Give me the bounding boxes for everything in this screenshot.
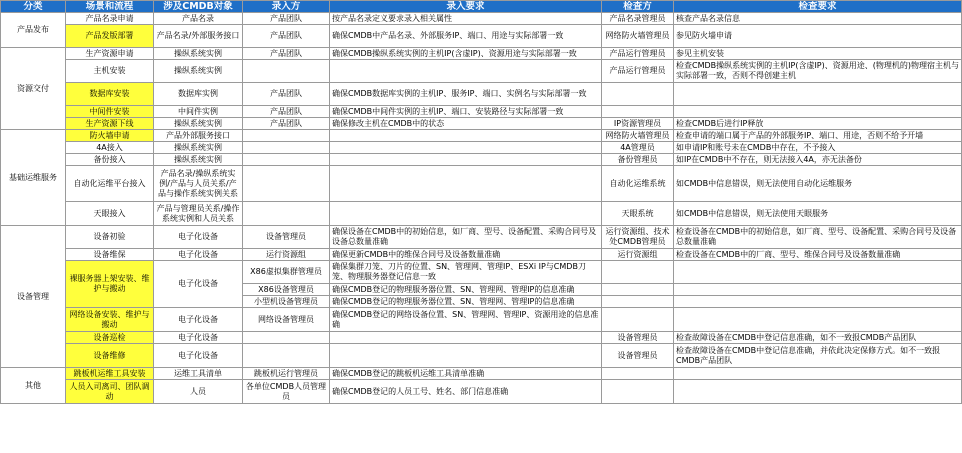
table-row bbox=[1, 106, 962, 118]
object-cell: 操纵系统实例 bbox=[154, 48, 243, 60]
entry-cell: 产品团队 bbox=[243, 48, 330, 60]
scene-cell: 备份接入 bbox=[66, 154, 154, 166]
check-cell: 参见主机安装 bbox=[674, 48, 962, 60]
requirement-cell: 确保CMDB登记的人员工号、姓名、部门信息准确 bbox=[330, 380, 602, 404]
requirement-cell: 按产品名录定义要求录入相关属性 bbox=[330, 13, 602, 25]
scene-cell: 产品名录申请 bbox=[66, 13, 154, 25]
scene-cell: 自动化运维平台接入 bbox=[66, 166, 154, 202]
scene-cell: 生产资源申请 bbox=[66, 48, 154, 60]
entry-cell: X86设备管理员 bbox=[243, 284, 330, 296]
check-cell: 检查设备在CMDB中的厂商、型号、维保合同号及设备数量准确 bbox=[674, 249, 962, 261]
check-cell: 参见防火墙申请 bbox=[674, 25, 962, 48]
scene-cell: 设备巡检 bbox=[66, 332, 154, 344]
entry-cell: 产品团队 bbox=[243, 83, 330, 106]
check-cell: 如申请IP和账号未在CMDB中存在，不予接入 bbox=[674, 142, 962, 154]
scene-cell: 天眼接入 bbox=[66, 202, 154, 226]
requirement-cell bbox=[330, 166, 602, 202]
table-row bbox=[1, 368, 962, 380]
table-row bbox=[1, 249, 962, 261]
entry-cell bbox=[243, 154, 330, 166]
scene-cell: 数据库安装 bbox=[66, 83, 154, 106]
requirement-cell bbox=[330, 332, 602, 344]
scene-cell: 主机安装 bbox=[66, 60, 154, 83]
checker-cell bbox=[602, 83, 674, 106]
check-cell bbox=[674, 83, 962, 106]
category-cell: 资源交付 bbox=[1, 48, 66, 130]
object-cell: 操纵系统实例 bbox=[154, 154, 243, 166]
header-category: 分类 bbox=[1, 1, 66, 13]
requirement-cell bbox=[330, 202, 602, 226]
table-row bbox=[1, 13, 962, 25]
check-cell: 检查CMDB后进行IP释放 bbox=[674, 118, 962, 130]
requirement-cell: 确保CMDB登记的网络设备位置、SN、管理网、管理IP、资源用途的信息准确 bbox=[330, 308, 602, 332]
entry-cell bbox=[243, 130, 330, 142]
check-cell bbox=[674, 106, 962, 118]
checker-cell: 产品运行管理员 bbox=[602, 60, 674, 83]
check-cell: 检查设备在CMDB中的初始信息，如厂商、型号、设备配置、采购合同号及设备总数量准确 bbox=[674, 226, 962, 249]
entry-cell: 设备管理员 bbox=[243, 226, 330, 249]
header-check-requirement: 检查要求 bbox=[674, 1, 962, 13]
entry-cell bbox=[243, 344, 330, 368]
requirement-cell: 确保CMDB登记的跳板机运维工具清单准确 bbox=[330, 368, 602, 380]
checker-cell bbox=[602, 284, 674, 296]
entry-cell: 网络设备管理员 bbox=[243, 308, 330, 332]
entry-cell bbox=[243, 202, 330, 226]
object-cell: 电子化设备 bbox=[154, 344, 243, 368]
requirement-cell bbox=[330, 142, 602, 154]
checker-cell bbox=[602, 380, 674, 404]
category-cell: 设备管理 bbox=[1, 226, 66, 368]
requirement-cell bbox=[330, 154, 602, 166]
entry-cell: 各单位CMDB人员管理员 bbox=[243, 380, 330, 404]
checker-cell: 设备管理员 bbox=[602, 332, 674, 344]
scene-cell: 设备维保 bbox=[66, 249, 154, 261]
checker-cell: 4A管理员 bbox=[602, 142, 674, 154]
requirement-cell: 确保修改主机在CMDB中的状态 bbox=[330, 118, 602, 130]
scene-cell: 生产资源下线 bbox=[66, 118, 154, 130]
scene-cell: 设备维修 bbox=[66, 344, 154, 368]
scene-cell: 跳板机运维工具安装 bbox=[66, 368, 154, 380]
checker-cell: IP资源管理员 bbox=[602, 118, 674, 130]
requirement-cell: 确保集群刀笼、刀片的位置、SN、管理网、管理IP、ESXi IP与CMDB刀笼、物理服务器登记信息一致 bbox=[330, 261, 602, 284]
object-cell: 产品与管理员关系/操作系统实例和人员关系 bbox=[154, 202, 243, 226]
table-row bbox=[1, 83, 962, 106]
check-cell bbox=[674, 296, 962, 308]
entry-cell bbox=[243, 60, 330, 83]
check-cell: 如IP在CMDB中不存在，则无法接入4A，亦无法备份 bbox=[674, 154, 962, 166]
scene-cell: 中间件安装 bbox=[66, 106, 154, 118]
checker-cell: 备份管理员 bbox=[602, 154, 674, 166]
object-cell: 人员 bbox=[154, 380, 243, 404]
checker-cell: 产品运行管理员 bbox=[602, 48, 674, 60]
scene-cell: 产品发版部署 bbox=[66, 25, 154, 48]
requirement-cell bbox=[330, 60, 602, 83]
checker-cell bbox=[602, 308, 674, 332]
checker-cell bbox=[602, 296, 674, 308]
checker-cell: 网络防火墙管理员 bbox=[602, 25, 674, 48]
object-cell: 电子化设备 bbox=[154, 249, 243, 261]
check-cell: 如CMDB中信息错误，则无法使用天眼服务 bbox=[674, 202, 962, 226]
entry-cell: 跳板机运行管理员 bbox=[243, 368, 330, 380]
entry-cell: 产品团队 bbox=[243, 25, 330, 48]
object-cell: 产品名录 bbox=[154, 13, 243, 25]
table-row bbox=[1, 202, 962, 226]
object-cell: 电子化设备 bbox=[154, 261, 243, 308]
object-cell: 产品名录/操纵系统实例/产品与人员关系/产品与操作系统实例关系 bbox=[154, 166, 243, 202]
entry-cell bbox=[243, 332, 330, 344]
checker-cell: 网络防火墙管理员 bbox=[602, 130, 674, 142]
scene-cell: 设备初验 bbox=[66, 226, 154, 249]
scene-cell: 防火墙申请 bbox=[66, 130, 154, 142]
category-cell: 基础运维服务 bbox=[1, 130, 66, 226]
requirement-cell bbox=[330, 344, 602, 368]
requirement-cell: 确保CMDB中间件实例的主机IP、端口、安装路径与实际部署一致 bbox=[330, 106, 602, 118]
checker-cell: 运行资源组 bbox=[602, 249, 674, 261]
table-row bbox=[1, 142, 962, 154]
entry-cell: 小型机设备管理员 bbox=[243, 296, 330, 308]
checker-cell: 天眼系统 bbox=[602, 202, 674, 226]
requirement-cell bbox=[330, 130, 602, 142]
check-cell bbox=[674, 368, 962, 380]
requirement-cell: 确保CMDB数据库实例的主机IP、服务IP、端口、实例名与实际部署一致 bbox=[330, 83, 602, 106]
header-checker: 检查方 bbox=[602, 1, 674, 13]
header-entry-party: 录入方 bbox=[243, 1, 330, 13]
object-cell: 中间件实例 bbox=[154, 106, 243, 118]
object-cell: 运维工具清单 bbox=[154, 368, 243, 380]
checker-cell bbox=[602, 106, 674, 118]
check-cell: 检查CMDB操纵系统实例的主机IP(含虚IP)、资源用途、(物理机的)物理宿主机与实际部署一致，否则不得创建主机 bbox=[674, 60, 962, 83]
header-entry-requirement: 录入要求 bbox=[330, 1, 602, 13]
header-scene: 场景和流程 bbox=[66, 1, 154, 13]
check-cell: 核查产品名录信息 bbox=[674, 13, 962, 25]
entry-cell: 产品团队 bbox=[243, 118, 330, 130]
requirement-cell: 确保CMDB登记的物理服务器位置、SN、管理网、管理IP的信息准确 bbox=[330, 284, 602, 296]
scene-cell: 网络设备安装、维护与搬动 bbox=[66, 308, 154, 332]
object-cell: 数据库实例 bbox=[154, 83, 243, 106]
table-row bbox=[1, 154, 962, 166]
check-cell: 如CMDB中信息错误，则无法使用自动化运维服务 bbox=[674, 166, 962, 202]
object-cell: 产品名录/外部服务接口 bbox=[154, 25, 243, 48]
check-cell: 检查故障设备在CMDB中登记信息准确，如不一致报CMDB产品团队 bbox=[674, 332, 962, 344]
checker-cell: 设备管理员 bbox=[602, 344, 674, 368]
header-row bbox=[1, 1, 962, 13]
checker-cell: 运行资源组、技术处CMDB管理员 bbox=[602, 226, 674, 249]
scene-cell: 裸服务器上架安装、维护与搬动 bbox=[66, 261, 154, 308]
requirement-cell: 确保CMDB登记的物理服务器位置、SN、管理网、管理IP的信息准确 bbox=[330, 296, 602, 308]
entry-cell: 产品团队 bbox=[243, 13, 330, 25]
checker-cell bbox=[602, 261, 674, 284]
scene-cell: 4A接入 bbox=[66, 142, 154, 154]
requirement-cell: 确保CMDB中产品名录、外部服务IP、端口、用途与实际部署一致 bbox=[330, 25, 602, 48]
requirement-cell: 确保更新CMDB中的维保合同号及设备数量准确 bbox=[330, 249, 602, 261]
check-cell bbox=[674, 308, 962, 332]
check-cell bbox=[674, 380, 962, 404]
entry-cell bbox=[243, 166, 330, 202]
checker-cell bbox=[602, 368, 674, 380]
checker-cell: 产品名录管理员 bbox=[602, 13, 674, 25]
table-row bbox=[1, 344, 962, 368]
table-row bbox=[1, 130, 962, 142]
category-cell: 产品发布 bbox=[1, 13, 66, 48]
object-cell: 电子化设备 bbox=[154, 332, 243, 344]
table-row bbox=[1, 332, 962, 344]
check-cell bbox=[674, 261, 962, 284]
object-cell: 操纵系统实例 bbox=[154, 118, 243, 130]
table-row bbox=[1, 308, 962, 332]
entry-cell: X86虚拟集群管理员 bbox=[243, 261, 330, 284]
table-row bbox=[1, 261, 962, 284]
requirement-cell: 确保CMDB操纵系统实例的主机IP(含虚IP)、资源用途与实际部署一致 bbox=[330, 48, 602, 60]
table-row bbox=[1, 25, 962, 48]
checker-cell: 自动化运维系统 bbox=[602, 166, 674, 202]
entry-cell: 产品团队 bbox=[243, 106, 330, 118]
entry-cell bbox=[243, 142, 330, 154]
check-cell: 检查故障设备在CMDB中登记信息准确，并依此决定保修方式。如不一致报CMDB产品团队 bbox=[674, 344, 962, 368]
table-row bbox=[1, 48, 962, 60]
scene-cell: 人员入司离司、团队调动 bbox=[66, 380, 154, 404]
requirement-cell: 确保设备在CMDB中的初始信息，如厂商、型号、设备配置、采购合同号及设备总数量准确 bbox=[330, 226, 602, 249]
object-cell: 操纵系统实例 bbox=[154, 60, 243, 83]
object-cell: 电子化设备 bbox=[154, 226, 243, 249]
table-row bbox=[1, 118, 962, 130]
header-cmdb-object: 涉及CMDB对象 bbox=[154, 1, 243, 13]
category-cell: 其他 bbox=[1, 368, 66, 404]
table-row bbox=[1, 226, 962, 249]
table-row bbox=[1, 60, 962, 83]
entry-cell: 运行资源组 bbox=[243, 249, 330, 261]
object-cell: 产品外部服务接口 bbox=[154, 130, 243, 142]
check-cell bbox=[674, 284, 962, 296]
table-row bbox=[1, 380, 962, 404]
object-cell: 操纵系统实例 bbox=[154, 142, 243, 154]
object-cell: 电子化设备 bbox=[154, 308, 243, 332]
table-row bbox=[1, 166, 962, 202]
check-cell: 检查申请的端口属于产品的外部服务IP、端口、用途，否则不给予开墙 bbox=[674, 130, 962, 142]
